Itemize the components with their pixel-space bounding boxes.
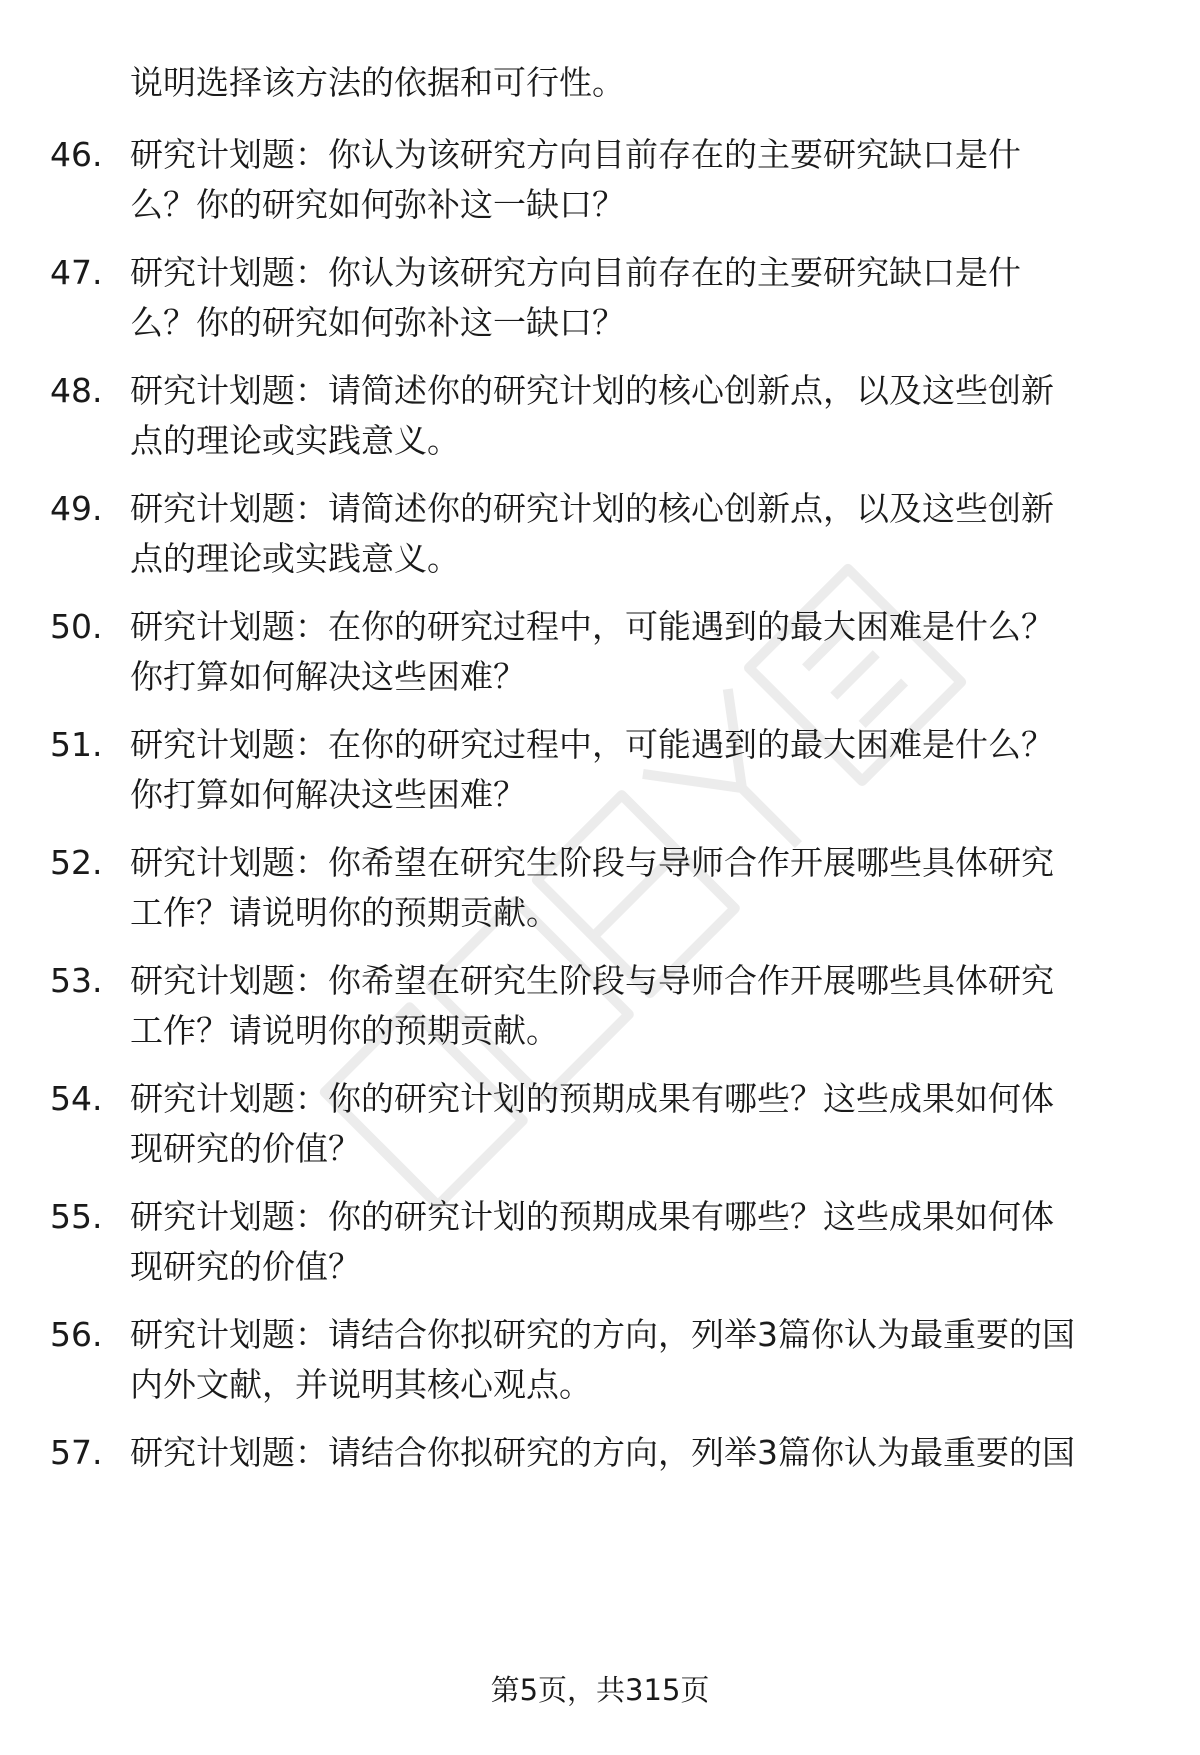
item-text: 研究计划题：在你的研究过程中，可能遇到的最大困难是什么？ 你打算如何解决这些困难？ xyxy=(130,607,1054,696)
item-text: 研究计划题：请结合你拟研究的方向，列举3篇你认为最重要的国 内外文献，并说明其核心观点。 xyxy=(130,1315,1075,1404)
item-number: 50. xyxy=(50,607,103,646)
item-number: 47. xyxy=(50,253,103,292)
page-footer: 第5页，共315页 xyxy=(490,1673,710,1707)
item-number: 51. xyxy=(50,725,103,764)
item-text: 研究计划题：你的研究计划的预期成果有哪些？这些成果如何体 现研究的价值？ xyxy=(130,1197,1054,1286)
item-number: 54. xyxy=(50,1079,103,1118)
continuation-line: 说明选择该方法的依据和可行性。 xyxy=(130,63,625,102)
item-text: 研究计划题：在你的研究过程中，可能遇到的最大困难是什么？ 你打算如何解决这些困难？ xyxy=(130,725,1054,814)
item-number: 56. xyxy=(50,1315,103,1354)
item-text: 研究计划题：你希望在研究生阶段与导师合作开展哪些具体研究 工作？请说明你的预期贡献。 xyxy=(130,961,1054,1050)
item-text: 研究计划题：你的研究计划的预期成果有哪些？这些成果如何体 现研究的价值？ xyxy=(130,1079,1054,1168)
item-text: 研究计划题：请简述你的研究计划的核心创新点，以及这些创新 点的理论或实践意义。 xyxy=(130,371,1054,460)
item-number: 52. xyxy=(50,843,103,882)
item-text: 研究计划题：请简述你的研究计划的核心创新点，以及这些创新 点的理论或实践意义。 xyxy=(130,489,1054,578)
item-number: 53. xyxy=(50,961,103,1000)
item-text: 研究计划题：你认为该研究方向目前存在的主要研究缺口是什 么？你的研究如何弥补这一缺口？ xyxy=(130,253,1021,342)
item-text: 研究计划题：请结合你拟研究的方向，列举3篇你认为最重要的国 xyxy=(130,1433,1075,1472)
item-text: 研究计划题：你认为该研究方向目前存在的主要研究缺口是什 么？你的研究如何弥补这一缺口？ xyxy=(130,135,1021,224)
item-text: 研究计划题：你希望在研究生阶段与导师合作开展哪些具体研究 工作？请说明你的预期贡献。 xyxy=(130,843,1054,932)
item-number: 48. xyxy=(50,371,103,410)
item-number: 46. xyxy=(50,135,103,174)
item-number: 57. xyxy=(50,1433,103,1472)
item-number: 49. xyxy=(50,489,103,528)
item-number: 55. xyxy=(50,1197,103,1236)
